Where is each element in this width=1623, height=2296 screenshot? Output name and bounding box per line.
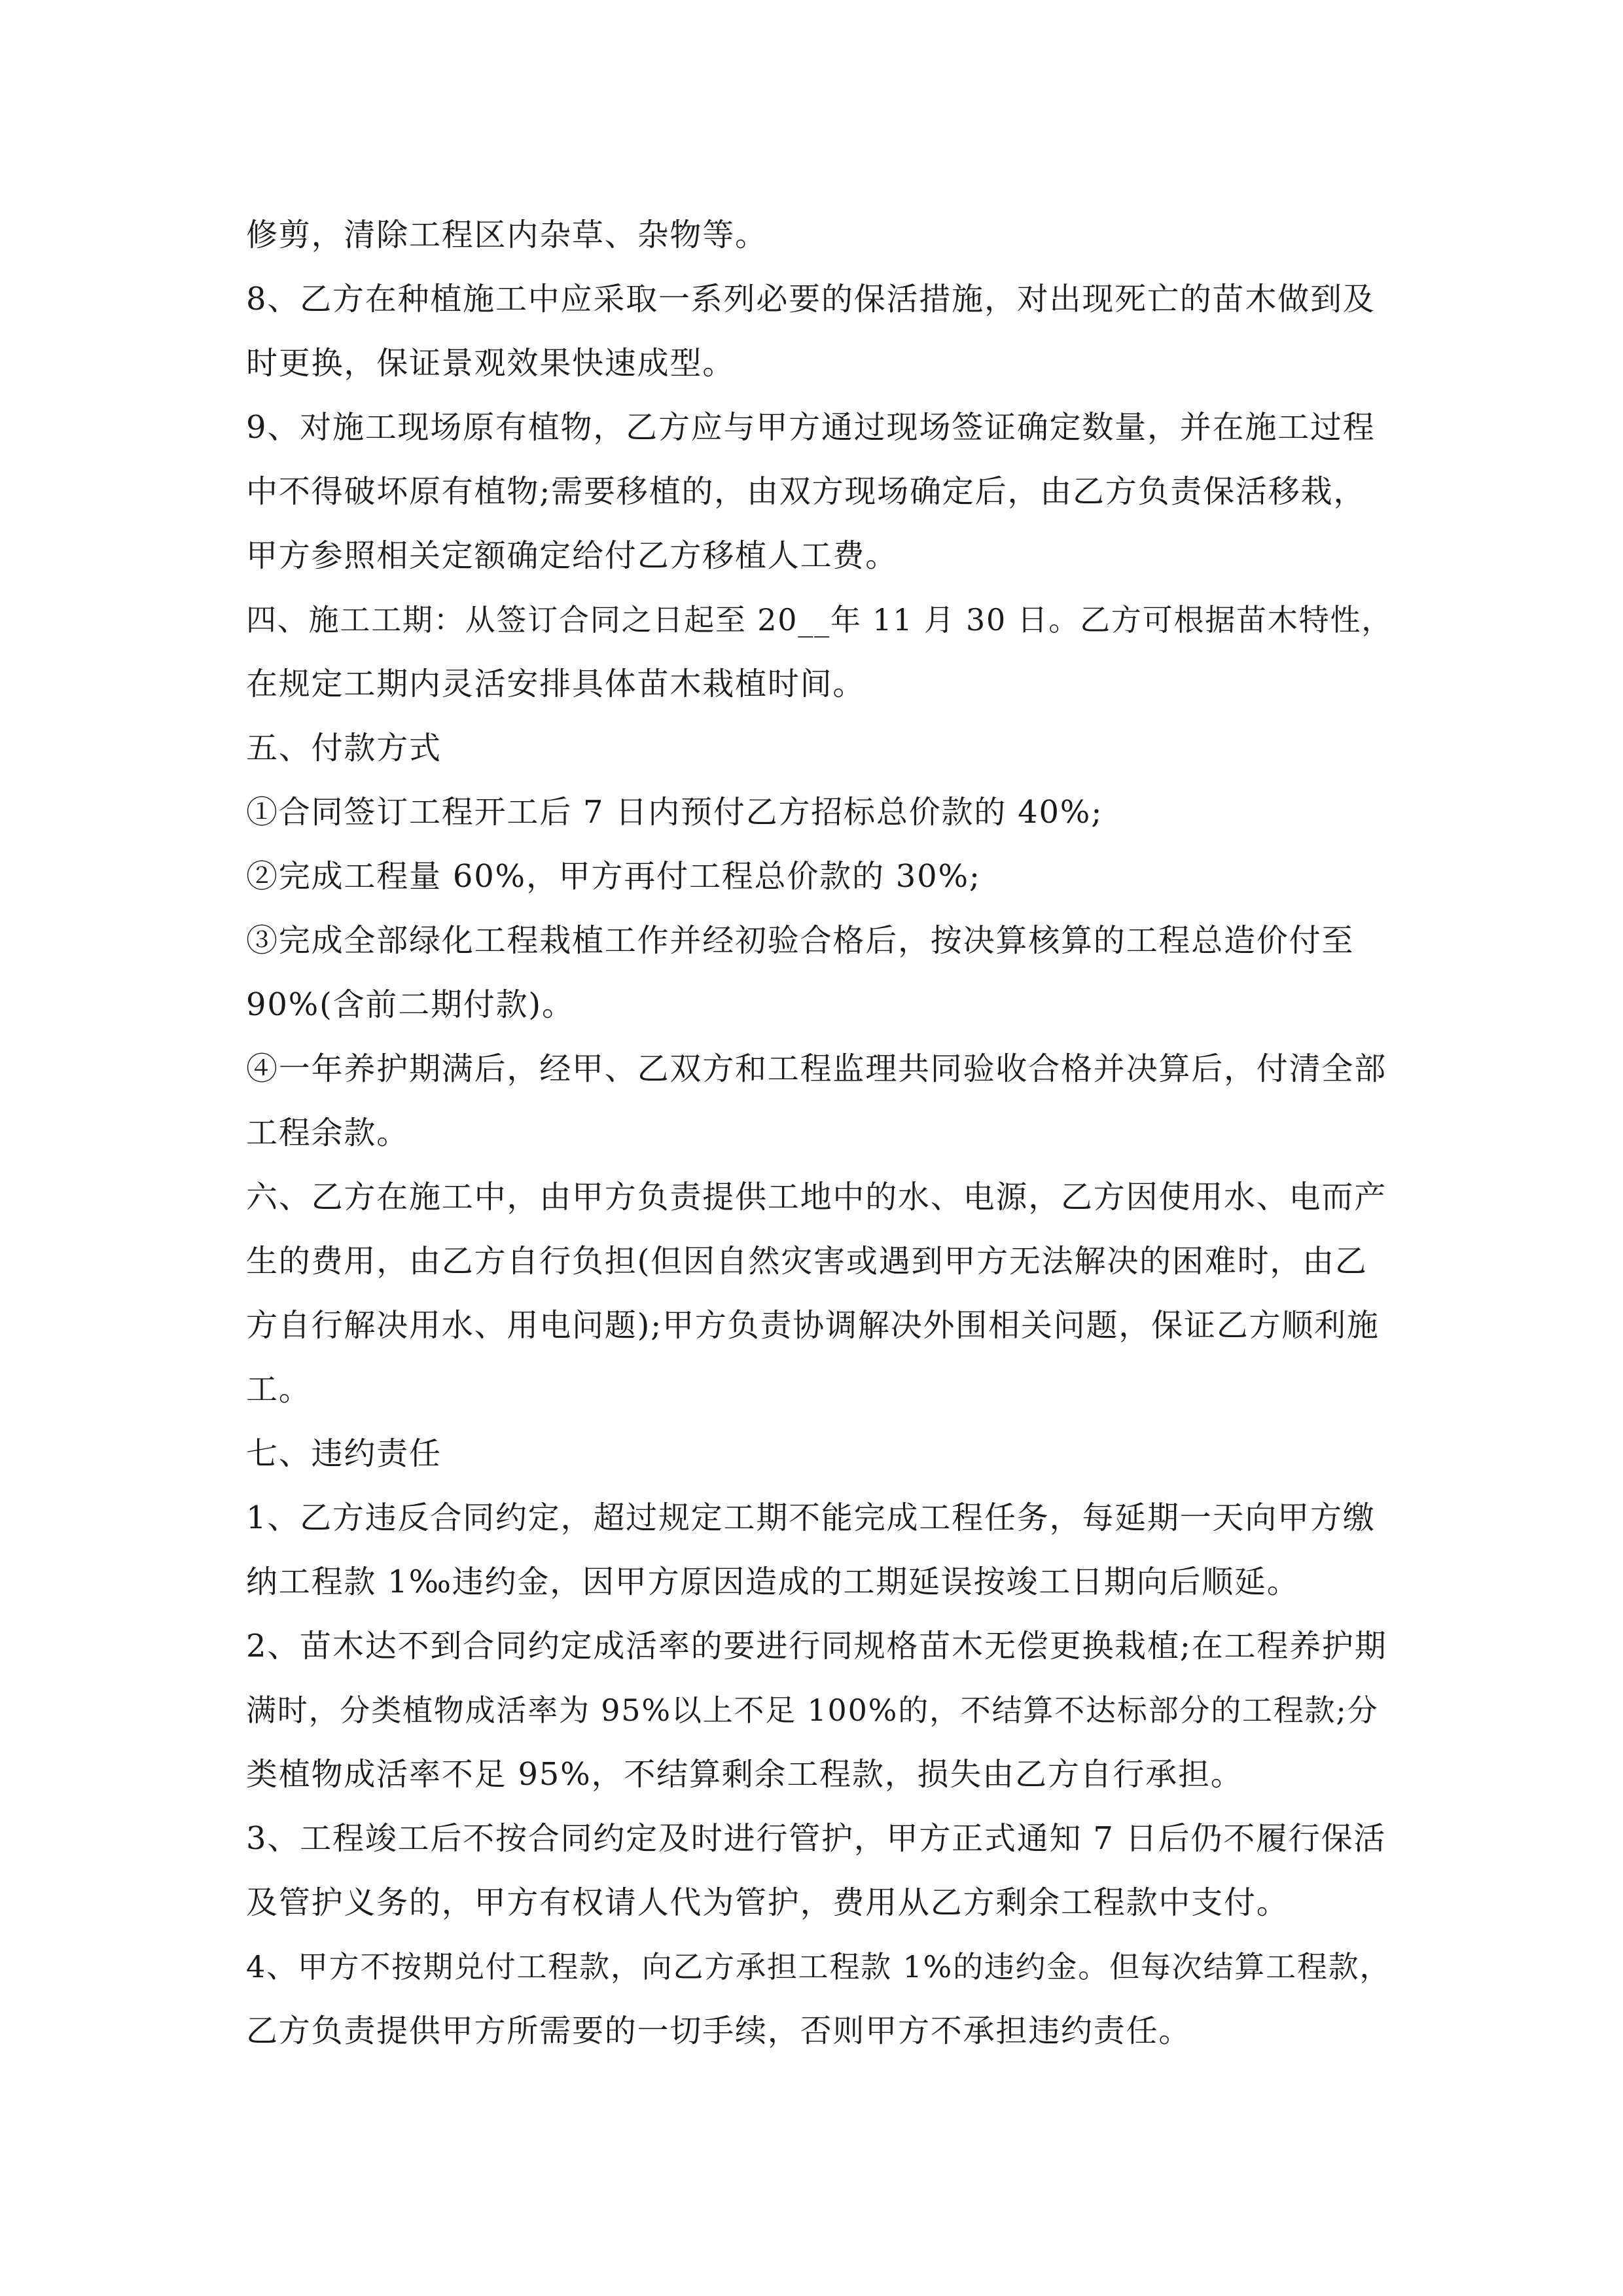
- text-line: 1、乙方违反合同约定，超过规定工期不能完成工程任务，每延期一天向甲方缴: [246, 1499, 1376, 1536]
- text-line: 六、乙方在施工中，由甲方负责提供工地中的水、电源，乙方因使用水、电而产: [246, 1179, 1387, 1215]
- text-line: 生的费用，由乙方自行负担(但因自然灾害或遇到甲方无法解决的困难时，由乙: [246, 1243, 1368, 1280]
- text-line: 方自行解决用水、用电问题);甲方负责协调解决外围相关问题，保证乙方顺利施: [246, 1307, 1380, 1344]
- text-line: ④一年养护期满后，经甲、乙双方和工程监理共同验收合格并决算后，付清全部: [246, 1050, 1387, 1087]
- text-line: 类植物成活率不足 95%，不结算剩余工程款，损失由乙方自行承担。: [246, 1756, 1243, 1793]
- document-body: [246, 203, 1398, 2063]
- text-line: 2、苗木达不到合同约定成活率的要进行同规格苗木无偿更换栽植;在工程养护期: [246, 1628, 1387, 1664]
- text-line: 修剪，清除工程区内杂草、杂物等。: [246, 217, 768, 253]
- text-line: ②完成工程量 60%，甲方再付工程总价款的 30%;: [246, 858, 981, 895]
- text-line: ①合同签订工程开工后 7 日内预付乙方招标总价款的 40%;: [246, 794, 1103, 831]
- text-line: 及管护义务的，甲方有权请人代为管护，费用从乙方剩余工程款中支付。: [246, 1884, 1289, 1921]
- text-line: 纳工程款 1‰违约金，因甲方原因造成的工期延误按竣工日期向后顺延。: [246, 1564, 1300, 1600]
- text-line: 四、施工工期：从签订合同之日起至 20__年 11 月 30 日。乙方可根据苗木特性，: [246, 602, 1393, 637]
- text-line: 8、乙方在种植施工中应采取一系列必要的保活措施，对出现死亡的苗木做到及: [246, 281, 1376, 317]
- text-line: 工。: [246, 1371, 312, 1408]
- text-line: 时更换，保证景观效果快速成型。: [246, 345, 736, 382]
- text-line: 90%(含前二期付款)。: [246, 986, 575, 1023]
- text-line: 中不得破坏原有植物;需要移植的，由双方现场确定后，由乙方负责保活移栽，: [246, 473, 1366, 510]
- section-heading: 五、付款方式: [246, 730, 442, 766]
- text-line: 满时，分类植物成活率为 95%以上不足 100%的，不结算不达标部分的工程款;分: [246, 1693, 1379, 1728]
- text-line: 工程余款。: [246, 1115, 410, 1151]
- section-heading: 七、违约责任: [246, 1435, 442, 1472]
- text-line: 4、甲方不按期兑付工程款，向乙方承担工程款 1%的违约金。但每次结算工程款，: [246, 1949, 1391, 1984]
- text-line: 3、工程竣工后不按合同约定及时进行管护，甲方正式通知 7 日后仍不履行保活: [246, 1820, 1387, 1857]
- text-line: 在规定工期内灵活安排具体苗木栽植时间。: [246, 666, 866, 702]
- text-line: 9、对施工现场原有植物，乙方应与甲方通过现场签证确定数量，并在施工过程: [246, 409, 1376, 446]
- text-line: 甲方参照相关定额确定给付乙方移植人工费。: [246, 537, 899, 574]
- text-line: 乙方负责提供甲方所需要的一切手续，否则甲方不承担违约责任。: [246, 2013, 1192, 2049]
- text-line: ③完成全部绿化工程栽植工作并经初验合格后，按决算核算的工程总造价付至: [246, 922, 1355, 959]
